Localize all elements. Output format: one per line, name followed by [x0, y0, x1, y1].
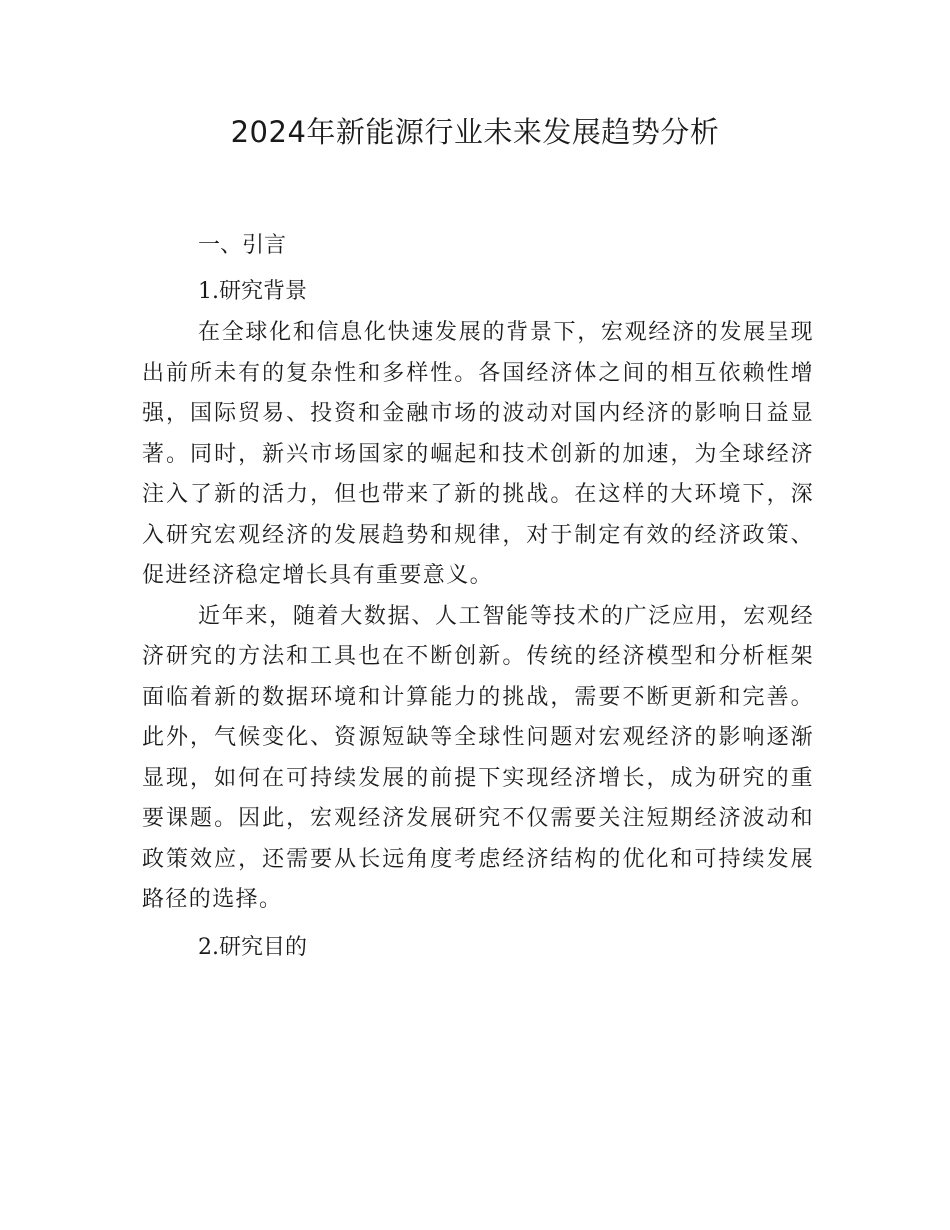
subsection-heading-background: 1.研究背景: [198, 279, 307, 304]
document-title: 2024年新能源行业未来发展趋势分析: [230, 115, 720, 149]
paragraph-background-2: 近年来，随着大数据、人工智能等技术的广泛应用，宏观经济研究的方法和工具也在不断创新。传统的经济模型和分析框架面临着新的数据环境和计算能力的挑战，需要不断更新和完善。此外，气候变化、资源短缺等全球性问题对宏观经济的影响逐渐显现，如何在可持续发展的前提下实现经济增长，成为研究的重要课题。因此，宏观经济发展研究不仅需要关注短期经济波动和政策效应，还需要从长远角度考虑经济结构的优化和可持续发展路径的选择。: [142, 603, 814, 912]
paragraph-background-1: 在全球化和信息化快速发展的背景下，宏观经济的发展呈现出前所未有的复杂性和多样性。各国经济体之间的相互依赖性增强，国际贸易、投资和金融市场的波动对国内经济的影响日益显著。同时，新兴市场国家的崛起和技术创新的加速，为全球经济注入了新的活力，但也带来了新的挑战。在这样的大环境下，深入研究宏观经济的发展趋势和规律，对于制定有效的经济政策、促进经济稳定增长具有重要意义。: [142, 320, 814, 588]
subsection-heading-purpose: 2.研究目的: [198, 934, 307, 960]
section-heading-introduction: 一、引言: [198, 233, 287, 258]
document-body: [142, 227, 814, 967]
